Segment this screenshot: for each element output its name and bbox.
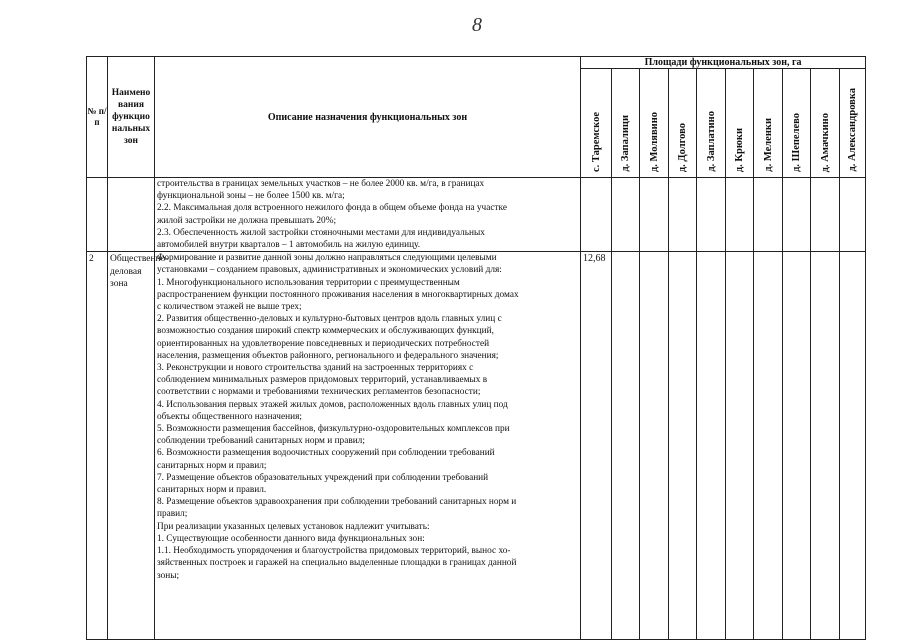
table-row	[87, 252, 866, 640]
cell-area	[726, 252, 754, 640]
cell-area	[726, 178, 754, 252]
cell-area	[811, 178, 840, 252]
cell-area	[754, 252, 783, 640]
description-line: 1. Многофункционального использования территории с преимущественным	[157, 277, 460, 288]
cell-area	[783, 252, 811, 640]
cell-area	[697, 252, 726, 640]
header-settlement: д. Долгово	[669, 69, 697, 178]
description-line: объекты общественного назначения;	[157, 411, 302, 422]
description-line: 1.1. Необходимость упорядочения и благоустройства придомовых территорий, вынос хо-	[157, 546, 511, 557]
description-line: возможностью создания широкий спектр коммерческих и обслуживающих функций,	[157, 326, 494, 337]
description-line: ориентированных на удовлетворение повседневных и периодических потребностей	[157, 338, 490, 349]
description-line: соблюдении требований санитарных норм и правил;	[157, 436, 365, 447]
description-line: установками – созданием правовых, административных и экономических условий для:	[157, 265, 502, 276]
page-number: 8	[472, 14, 482, 36]
description-line: Формирование и развитие данной зоны должно направляться следующими целевыми	[157, 253, 497, 264]
description-line: 5. Возможности размещения бассейнов, физкультурно-оздоровительных комплексов при	[157, 424, 510, 435]
cell-area	[840, 252, 866, 640]
description-line: 2.2. Максимальная доля встроенного нежилого фонда в общем объеме фонда на участке	[157, 203, 507, 214]
header-settlement: д. Амачкино	[811, 69, 840, 178]
cell-area	[640, 178, 669, 252]
description-line: 4. Использования первых этажей жилых домов, расположенных вдоль главных улиц под	[157, 399, 508, 410]
description-line: санитарных норм и правил;	[157, 460, 267, 471]
cell-area	[811, 252, 840, 640]
description-line: зоны;	[157, 570, 180, 581]
header-settlement: д. Александровка	[840, 69, 866, 178]
description-line: соблюдением минимальных размеров придомовых территорий, устанавливаемых в	[157, 375, 488, 386]
description-line: правил;	[157, 509, 188, 520]
cell-area: 12,68	[581, 252, 612, 640]
description-line: 2. Развития общественно-деловых и культурно-бытовых центров вдоль главных улиц с	[157, 314, 502, 325]
description-line: 6. Возможности размещения водоочистных сооружений при соблюдении требований	[157, 448, 495, 459]
cell-area	[612, 252, 640, 640]
description-line: При реализации указанных целевых установок надлежит учитывать:	[157, 521, 430, 532]
functional-zones-table	[86, 56, 866, 640]
cell-area	[669, 252, 697, 640]
cell-area	[669, 178, 697, 252]
description-line: автомобилей внутри кварталов – 1 автомобиль на жилую единицу.	[157, 240, 421, 251]
cell-area	[697, 178, 726, 252]
cell-area	[612, 178, 640, 252]
description-line: с количеством этажей не выше трех;	[157, 302, 302, 313]
header-num: № п/п	[87, 57, 108, 178]
header-settlement: д. Шепелево	[783, 69, 811, 178]
description-line: 7. Размещение объектов образовательных учреждений при соблюдении требований	[157, 472, 489, 483]
cell-area	[640, 252, 669, 640]
header-zone-name: Наимено вания функцио нальных зон	[108, 57, 155, 178]
header-settlement: д. Запалици	[612, 69, 640, 178]
header-description: Описание назначения функциональных зон	[155, 57, 581, 178]
description-line: зяйственных построек и гаражей на специально выделенные площадки в границах данной	[157, 558, 517, 569]
description-line: строительства в границах земельных участков – не более 2000 кв. м/га, в границах	[157, 179, 485, 189]
description-line: населения, размещения объектов районного, регионального и федерального значения;	[157, 350, 499, 361]
cell-area	[754, 178, 783, 252]
description-line: функциональной зоны – не более 1500 кв. м/га;	[157, 191, 345, 202]
header-settlement: д. Заплатино	[697, 69, 726, 178]
header-settlement: д. Меленки	[754, 69, 783, 178]
table-row	[87, 178, 866, 252]
cell-num: 2	[87, 252, 108, 640]
description-line: 3. Реконструкции и нового строительства зданий на застроенных территориях с	[157, 363, 474, 374]
cell-description	[155, 252, 581, 640]
header-settlement: д. Молявино	[640, 69, 669, 178]
cell-zone-name	[108, 178, 155, 252]
description-line: распространением функции постоянного проживания населения в многоквартирных домах	[157, 289, 519, 300]
description-line: 8. Размещение объектов здравоохранения при соблюдении требований санитарных норм и	[157, 497, 517, 508]
header-settlement: с. Таремское	[581, 69, 612, 178]
cell-area	[783, 178, 811, 252]
description-line: 2.3. Обеспеченность жилой застройки стояночными местами для индивидуальных	[157, 227, 485, 238]
description-line: санитарных норм и правил.	[157, 485, 267, 496]
cell-description	[155, 178, 581, 252]
description-line: жилой застройки не должна превышать 20%;	[157, 215, 337, 226]
header-areas-caption: Площади функциональных зон, га	[581, 57, 866, 69]
cell-num	[87, 178, 108, 252]
header-settlement: д. Крюки	[726, 69, 754, 178]
cell-zone-name: Общественно-деловая зона	[108, 252, 155, 640]
cell-area	[840, 178, 866, 252]
cell-area	[581, 178, 612, 252]
description-line: 1. Существующие особенности данного вида функциональных зон:	[157, 533, 425, 544]
description-line: соответствии с нормами и требованиями технических регламентов безопасности;	[157, 387, 481, 398]
